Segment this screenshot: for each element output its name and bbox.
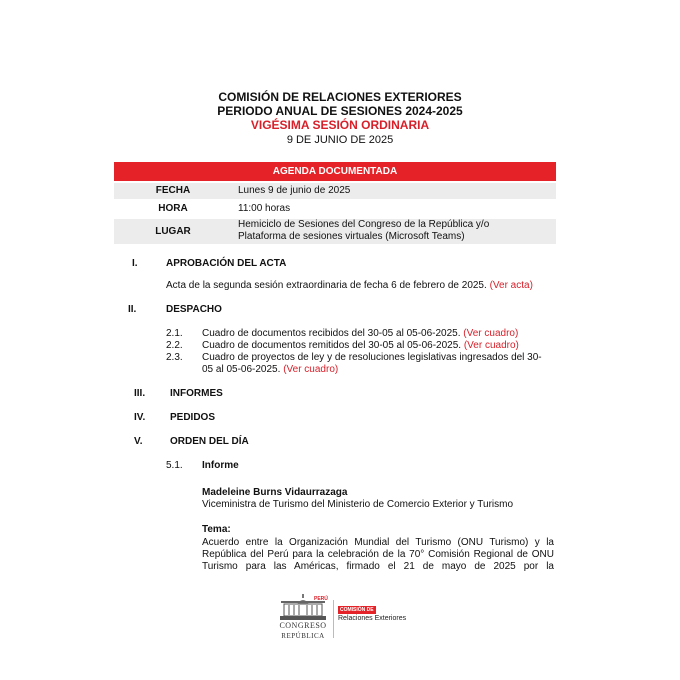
speaker-role: Viceministra de Turismo del Ministerio de Comercio Exterior y Turismo bbox=[202, 499, 514, 510]
ver-acta-link[interactable]: (Ver acta) bbox=[489, 280, 533, 291]
section-5-title: ORDEN DEL DÍA bbox=[170, 436, 249, 447]
relaciones-exteriores-label: Relaciones Exteriores bbox=[338, 615, 407, 622]
fecha-value: Lunes 9 de junio de 2025 bbox=[238, 185, 351, 196]
despacho-item-2-text: Cuadro de documentos remitidos del 30-05 al 05-06-2025. bbox=[202, 340, 462, 351]
tema-line-2: República del Perú para la celebración de la 70° Comisión Regional de ONU bbox=[202, 549, 554, 560]
comision-badge: COMISIÓN DE bbox=[340, 607, 374, 613]
despacho-item-1-number: 2.1. bbox=[166, 328, 183, 339]
despacho-item-2-number: 2.2. bbox=[166, 340, 183, 351]
hora-label: HORA bbox=[158, 203, 188, 214]
despacho-item-3-number: 2.3. bbox=[166, 352, 183, 363]
ver-cuadro-link-1[interactable]: (Ver cuadro) bbox=[463, 328, 519, 339]
despacho-item-1 bbox=[202, 328, 518, 340]
session-name: VIGÉSIMA SESIÓN ORDINARIA bbox=[250, 118, 430, 132]
lugar-label: LUGAR bbox=[155, 226, 191, 237]
section-4-title: PEDIDOS bbox=[170, 412, 216, 423]
tema-line-1: Acuerdo entre la Organización Mundial del Turismo (ONU Turismo) y la bbox=[202, 537, 554, 548]
peru-label: PERÚ bbox=[314, 596, 328, 602]
despacho-item-3-text2: 05 al 05-06-2025. bbox=[202, 364, 281, 375]
tema-label: Tema: bbox=[202, 524, 231, 535]
lugar-value-line2: Plataforma de sesiones virtuales (Microsoft Teams) bbox=[238, 231, 465, 242]
acta-description: Acta de la segunda sesión extraordinaria de fecha 6 de febrero de 2025. bbox=[166, 280, 487, 291]
session-period: PERIODO ANUAL DE SESIONES 2024-2025 bbox=[217, 104, 463, 118]
section-1-number: I. bbox=[132, 258, 138, 269]
fecha-row bbox=[114, 183, 556, 199]
section-5-number: V. bbox=[134, 436, 143, 447]
ver-cuadro-link-2[interactable]: (Ver cuadro) bbox=[463, 340, 519, 351]
ver-cuadro-link-3[interactable]: (Ver cuadro) bbox=[283, 364, 339, 375]
speaker-name: Madeleine Burns Vidaurrazaga bbox=[202, 487, 348, 498]
logo-divider bbox=[333, 600, 334, 638]
despacho-item-2 bbox=[202, 340, 519, 352]
section-3-title: INFORMES bbox=[170, 388, 223, 399]
subsection-5-1-number: 5.1. bbox=[166, 460, 183, 471]
session-date: 9 DE JUNIO DE 2025 bbox=[286, 134, 394, 146]
agenda-title-bar: AGENDA DOCUMENTADA bbox=[114, 162, 556, 181]
lugar-value-line1: Hemiciclo de Sesiones del Congreso de la República y/o bbox=[238, 219, 490, 230]
section-1-title: APROBACIÓN DEL ACTA bbox=[166, 258, 287, 269]
section-1-text bbox=[166, 280, 533, 292]
congreso-label: CONGRESO bbox=[279, 621, 327, 630]
tema-line-3: Turismo para las Américas, firmado el 21 de mayo de 2025 por la bbox=[202, 561, 554, 572]
despacho-item-3-line1: Cuadro de proyectos de ley y de resoluciones legislativas ingresados del 30- bbox=[202, 352, 542, 363]
section-3-number: III. bbox=[134, 388, 146, 399]
fecha-label: FECHA bbox=[155, 185, 191, 196]
section-2-number: II. bbox=[128, 304, 137, 315]
subsection-5-1-title: Informe bbox=[202, 460, 239, 471]
hora-row bbox=[114, 201, 556, 217]
despacho-item-3-line2 bbox=[202, 364, 338, 376]
lugar-row bbox=[114, 219, 556, 244]
republica-label: REPÚBLICA bbox=[281, 632, 325, 640]
commission-title: COMISIÓN DE RELACIONES EXTERIORES bbox=[218, 90, 462, 104]
section-2-title: DESPACHO bbox=[166, 304, 222, 315]
congress-logo bbox=[276, 594, 416, 646]
section-4-number: IV. bbox=[134, 412, 146, 423]
hora-value: 11:00 horas bbox=[238, 203, 291, 214]
despacho-item-1-text: Cuadro de documentos recibidos del 30-05 al 05-06-2025. bbox=[202, 328, 461, 339]
